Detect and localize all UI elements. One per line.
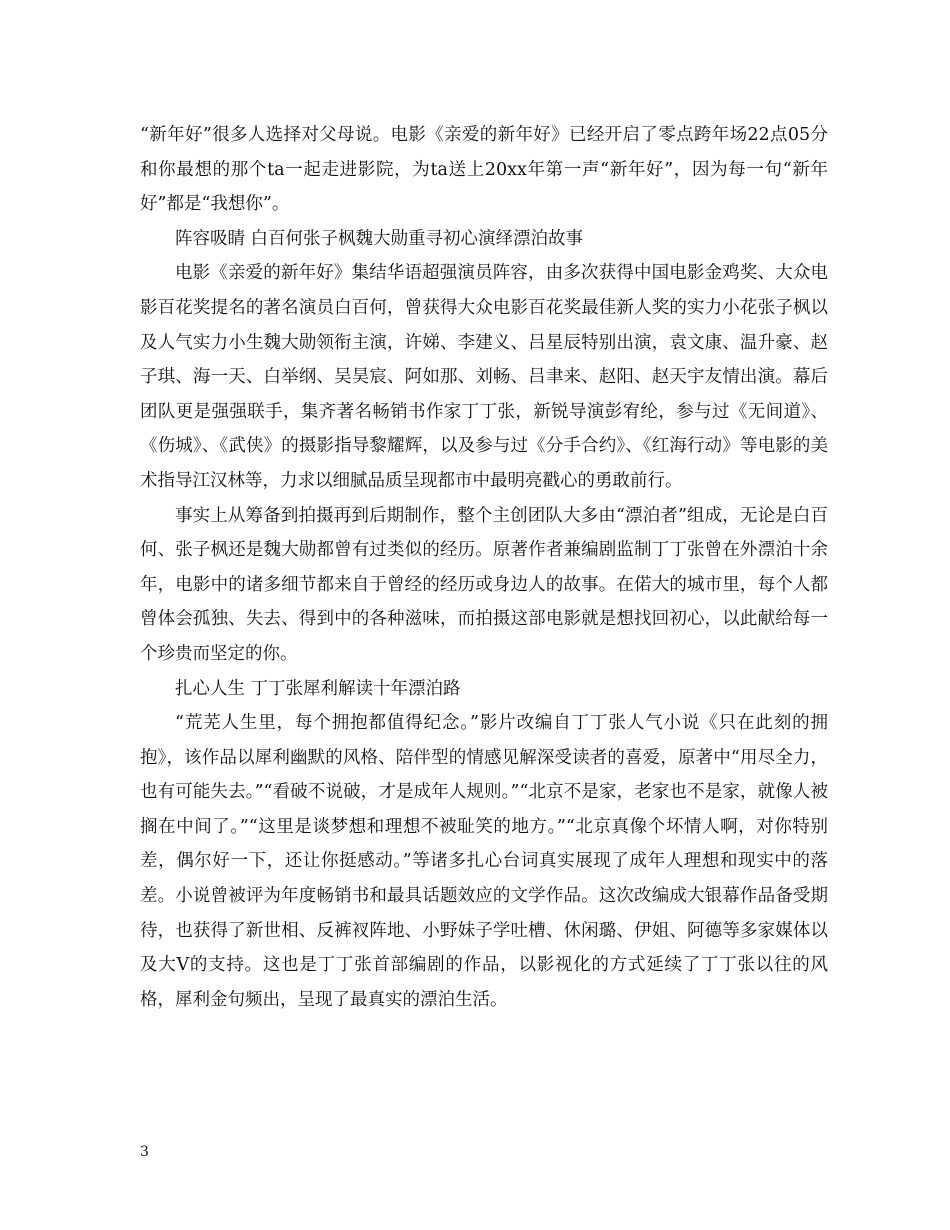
- paragraph-intro-continuation: “新年好”很多人选择对父母说。电影《亲爱的新年好》已经开启了零点跨年场22点05分和你最想的那个ta一起走进影院，为ta送上20xx年第一声“新年好”，因为每一句“新年好”都是“我想你”。: [140, 125, 828, 215]
- section-heading-cast: 阵容吸睛 白百何张子枫魏大勋重寻初心演绎漂泊故事: [175, 228, 584, 249]
- section-heading-story: 扎心人生 丁丁张犀利解读十年漂泊路: [175, 678, 461, 699]
- paragraph-team-background: 事实上从筹备到拍摄再到后期制作，整个主创团队大多由“漂泊者”组成，无论是白百何、张子枫还是魏大勋都曾有过类似的经历。原著作者兼编剧监制丁丁张曾在外漂泊十余年，电影中的诸多细节都来自于曾经的经历或身边人的故事。在偌大的城市里，每个人都曾体会孤独、失去、得到中的各种滋味，而拍摄这部电影就是想找回初心，以此献给每一个珍贵而坚定的你。: [140, 505, 828, 664]
- paragraph-novel-adaptation: “荒芜人生里，每个拥抱都值得纪念。”影片改编自丁丁张人气小说《只在此刻的拥抱》，该作品以犀利幽默的风格、陪伴型的情感见解深受读者的喜爱，原著中“用尽全力，也有可能失去。”“看破不说破，才是成年人规则。”“北京不是家，老家也不是家，就像人被搁在中间了。”“这里是谈梦想和理想不被耻笑的地方。”“北京真像个坏情人啊，对你特别差，偶尔好一下，还让你挺感动。”等诸多扎心台词真实展现了成年人理想和现实中的落差。小说曾被评为年度畅销书和最具话题效应的文学作品。这次改编成大银幕作品备受期待，也获得了新世相、反裤衩阵地、小野妹子学吐槽、休闲璐、伊姐、阿德等多家媒体以及大V的支持。这也是丁丁张首部编剧的作品，以影视化的方式延续了丁丁张以往的风格，犀利金句频出，呈现了最真实的漂泊生活。: [140, 713, 828, 1010]
- page-number: 3: [140, 1144, 149, 1160]
- paragraph-cast: 电影《亲爱的新年好》集结华语超强演员阵容，由多次获得中国电影金鸡奖、大众电影百花奖提名的著名演员白百何，曾获得大众电影百花奖最佳新人奖的实力小花张子枫以及人气实力小生魏大勋领衔主演，许娣、李建义、吕星辰特别出演，袁文康、温升豪、赵子琪、海一天、白举纲、吴昊宸、阿如那、刘畅、吕聿来、赵阳、赵天宇友情出演。幕后团队更是强强联手，集齐著名畅销书作家丁丁张，新锐导演彭宥纶，参与过《无间道》、《伤城》、《武侠》的摄影指导黎耀辉，以及参与过《分手合约》、《红海行动》等电影的美术指导江汉林等，力求以细腻品质呈现都市中最明亮戳心的勇敢前行。: [140, 263, 828, 491]
- document-body: [140, 118, 828, 1017]
